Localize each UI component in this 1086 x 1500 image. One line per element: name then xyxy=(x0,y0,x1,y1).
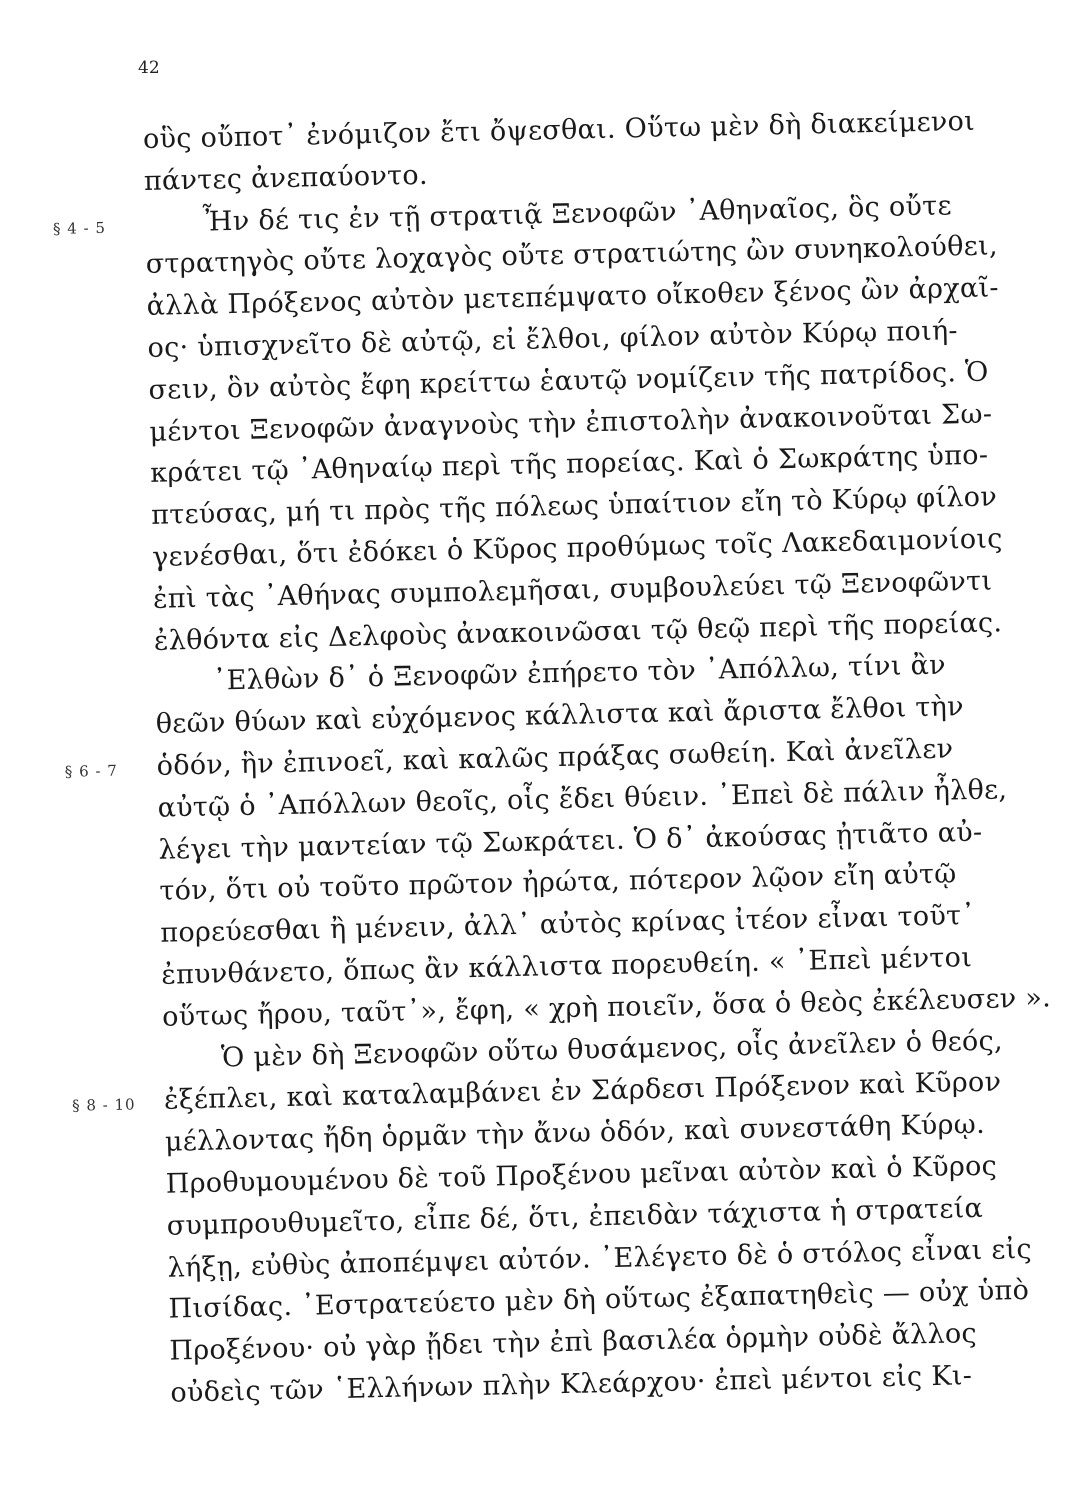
text-line: ἐπὶ τὰς ᾿Αθήνας συμπολεμῆσαι, συμβουλεύει τῷ Ξενοφῶντι xyxy=(152,565,993,615)
text-line: ἐξέπλει, καὶ καταλαμβάνει ἐν Σάρδεσι Πρόξενον καὶ Κῦρον xyxy=(163,1066,1002,1117)
text-line: ἀλλὰ Πρόξενος αὐτὸν μετεπέμψατο οἴκοθεν ξένος ὢν ἀρχαῖ- xyxy=(146,272,1000,323)
text-line: πορεύεσθαι ἢ μένειν, ἀλλ᾽ αὐτὸς κρίνας ἰτέον εἶναι τοῦτ᾽ xyxy=(160,900,976,949)
text-line: μέλλοντας ἤδη ὁρμᾶν τὴν ἄνω ὁδόν, καὶ συνεστάθη Κύρῳ. xyxy=(164,1109,986,1158)
text-line: λήξῃ, εὐθὺς ἀποπέμψει αὐτόν. ᾿Ελέγετο δὲ ὁ στόλος εἶναι εἰς xyxy=(167,1233,1033,1284)
text-line: ἐλθόντα εἰς Δελφοὺς ἀνακοινῶσαι τῷ θεῷ περὶ τῆς πορείας. xyxy=(153,606,1003,657)
text-line: θεῶν θύων καὶ εὐχόμενος κάλλιστα καὶ ἄριστα ἔλθοι τὴν xyxy=(155,691,965,741)
text-line: αὐτῷ ὁ ᾿Απόλλων θεοῖς, οἷς ἔδει θύειν. ᾿Επεὶ δὲ πάλιν ἦλθε, xyxy=(157,774,1008,824)
text-line: πάντες ἀνεπαύοντο. xyxy=(143,159,429,197)
text-line: οὓς οὔποτ᾽ ἐνόμιζον ἔτι ὄψεσθαι. Οὕτω μὲν δὴ διακείμενοι xyxy=(142,105,976,155)
text-line: Προξένου· οὐ γὰρ ᾔδει τὴν ἐπὶ βασιλέα ὁρμὴν οὐδὲ ἄλλος xyxy=(169,1318,978,1367)
text-line: τόν, ὅτι οὐ τοῦτο πρῶτον ἠρώτα, πότερον λῷον εἴη αὐτῷ xyxy=(159,858,957,908)
text-line: Ἦν δέ τις ἐν τῇ στρατιᾷ Ξενοφῶν ᾿Αθηναῖος, ὃς οὔτε xyxy=(202,189,953,238)
text-line: ὁδόν, ἣν ἐπινοεῖ, καὶ καλῶς πράξας σωθείη. Καὶ ἀνεῖλεν xyxy=(156,733,954,782)
text-line: ος· ὑπισχνεῖτο δὲ αὐτῷ, εἰ ἔλθοι, φίλον αὐτὸν Κύρῳ ποιή- xyxy=(147,315,959,364)
text-line: μέντοι Ξενοφῶν ἀναγνοὺς τὴν ἐπιστολὴν ἀνακοινοῦται Σω- xyxy=(149,398,993,448)
text-line: πτεύσας, μή τι πρὸς τῆς πόλεως ὑπαίτιον εἴη τὸ Κύρῳ φίλον xyxy=(150,481,998,532)
text-line: Πισίδας. ᾿Εστρατεύετο μὲν δὴ οὕτως ἐξαπατηθεὶς — οὐχ ὑπὸ xyxy=(168,1275,1030,1326)
text-line: Προθυμουμένου δὲ τοῦ Προξένου μεῖναι αὐτὸν καὶ ὁ Κῦρος xyxy=(165,1150,998,1200)
section-marker: § 6 - 7 xyxy=(64,761,118,781)
section-marker: § 8 - 10 xyxy=(71,1095,136,1116)
text-line: κράτει τῷ ᾿Αθηναίῳ περὶ τῆς πορείας. Καὶ ὁ Σωκράτης ὑπο- xyxy=(149,439,989,490)
text-line: λέγει τὴν μαντείαν τῷ Σωκράτει. Ὁ δ᾽ ἀκούσας ᾐτιᾶτο αὐ- xyxy=(158,816,983,866)
text-line: ἐπυνθάνετο, ὅπως ἂν κάλλιστα πορευθείη. « ᾿Επεὶ μέντοι xyxy=(160,942,973,991)
text-line: Ὁ μὲν δὴ Ξενοφῶν οὕτω θυσάμενος, οἷς ἀνεῖλεν ὁ θεός, xyxy=(220,1025,1004,1074)
text-line: γενέσθαι, ὅτι ἐδόκει ὁ Κῦρος προθύμως τοῖς Λακεδαιμονίοις xyxy=(151,523,1003,573)
text-line: συμπρουθυμεῖτο, εἶπε δέ, ὅτι, ἐπειδὰν τάχιστα ἡ στρατεία xyxy=(166,1192,984,1242)
section-marker: § 4 - 5 xyxy=(52,218,107,238)
text-line: στρατηγὸς οὔτε λοχαγὸς οὔτε στρατιώτης ὢν συνηκολούθει, xyxy=(145,230,999,281)
text-line: οὕτως ἤρου, ταῦτ᾽», ἔφη, « χρὴ ποιεῖν, ὅσα ὁ θεὸς ἐκέλευσεν ». xyxy=(161,982,1052,1033)
text-line: οὐδεὶς τῶν ῾Ελλήνων πλὴν Κλεάρχου· ἐπεὶ μέντοι εἰς Κι- xyxy=(170,1360,973,1409)
text-line: ᾿Ελθὼν δ᾽ ὁ Ξενοφῶν ἐπήρετο τὸν ᾿Απόλλω, τίνι ἂν xyxy=(212,649,947,697)
page-number: 42 xyxy=(138,58,160,78)
text-line: σειν, ὃν αὐτὸς ἔφη κρείττω ἑαυτῷ νομίζειν τῆς πατρίδος. Ὁ xyxy=(148,356,989,406)
